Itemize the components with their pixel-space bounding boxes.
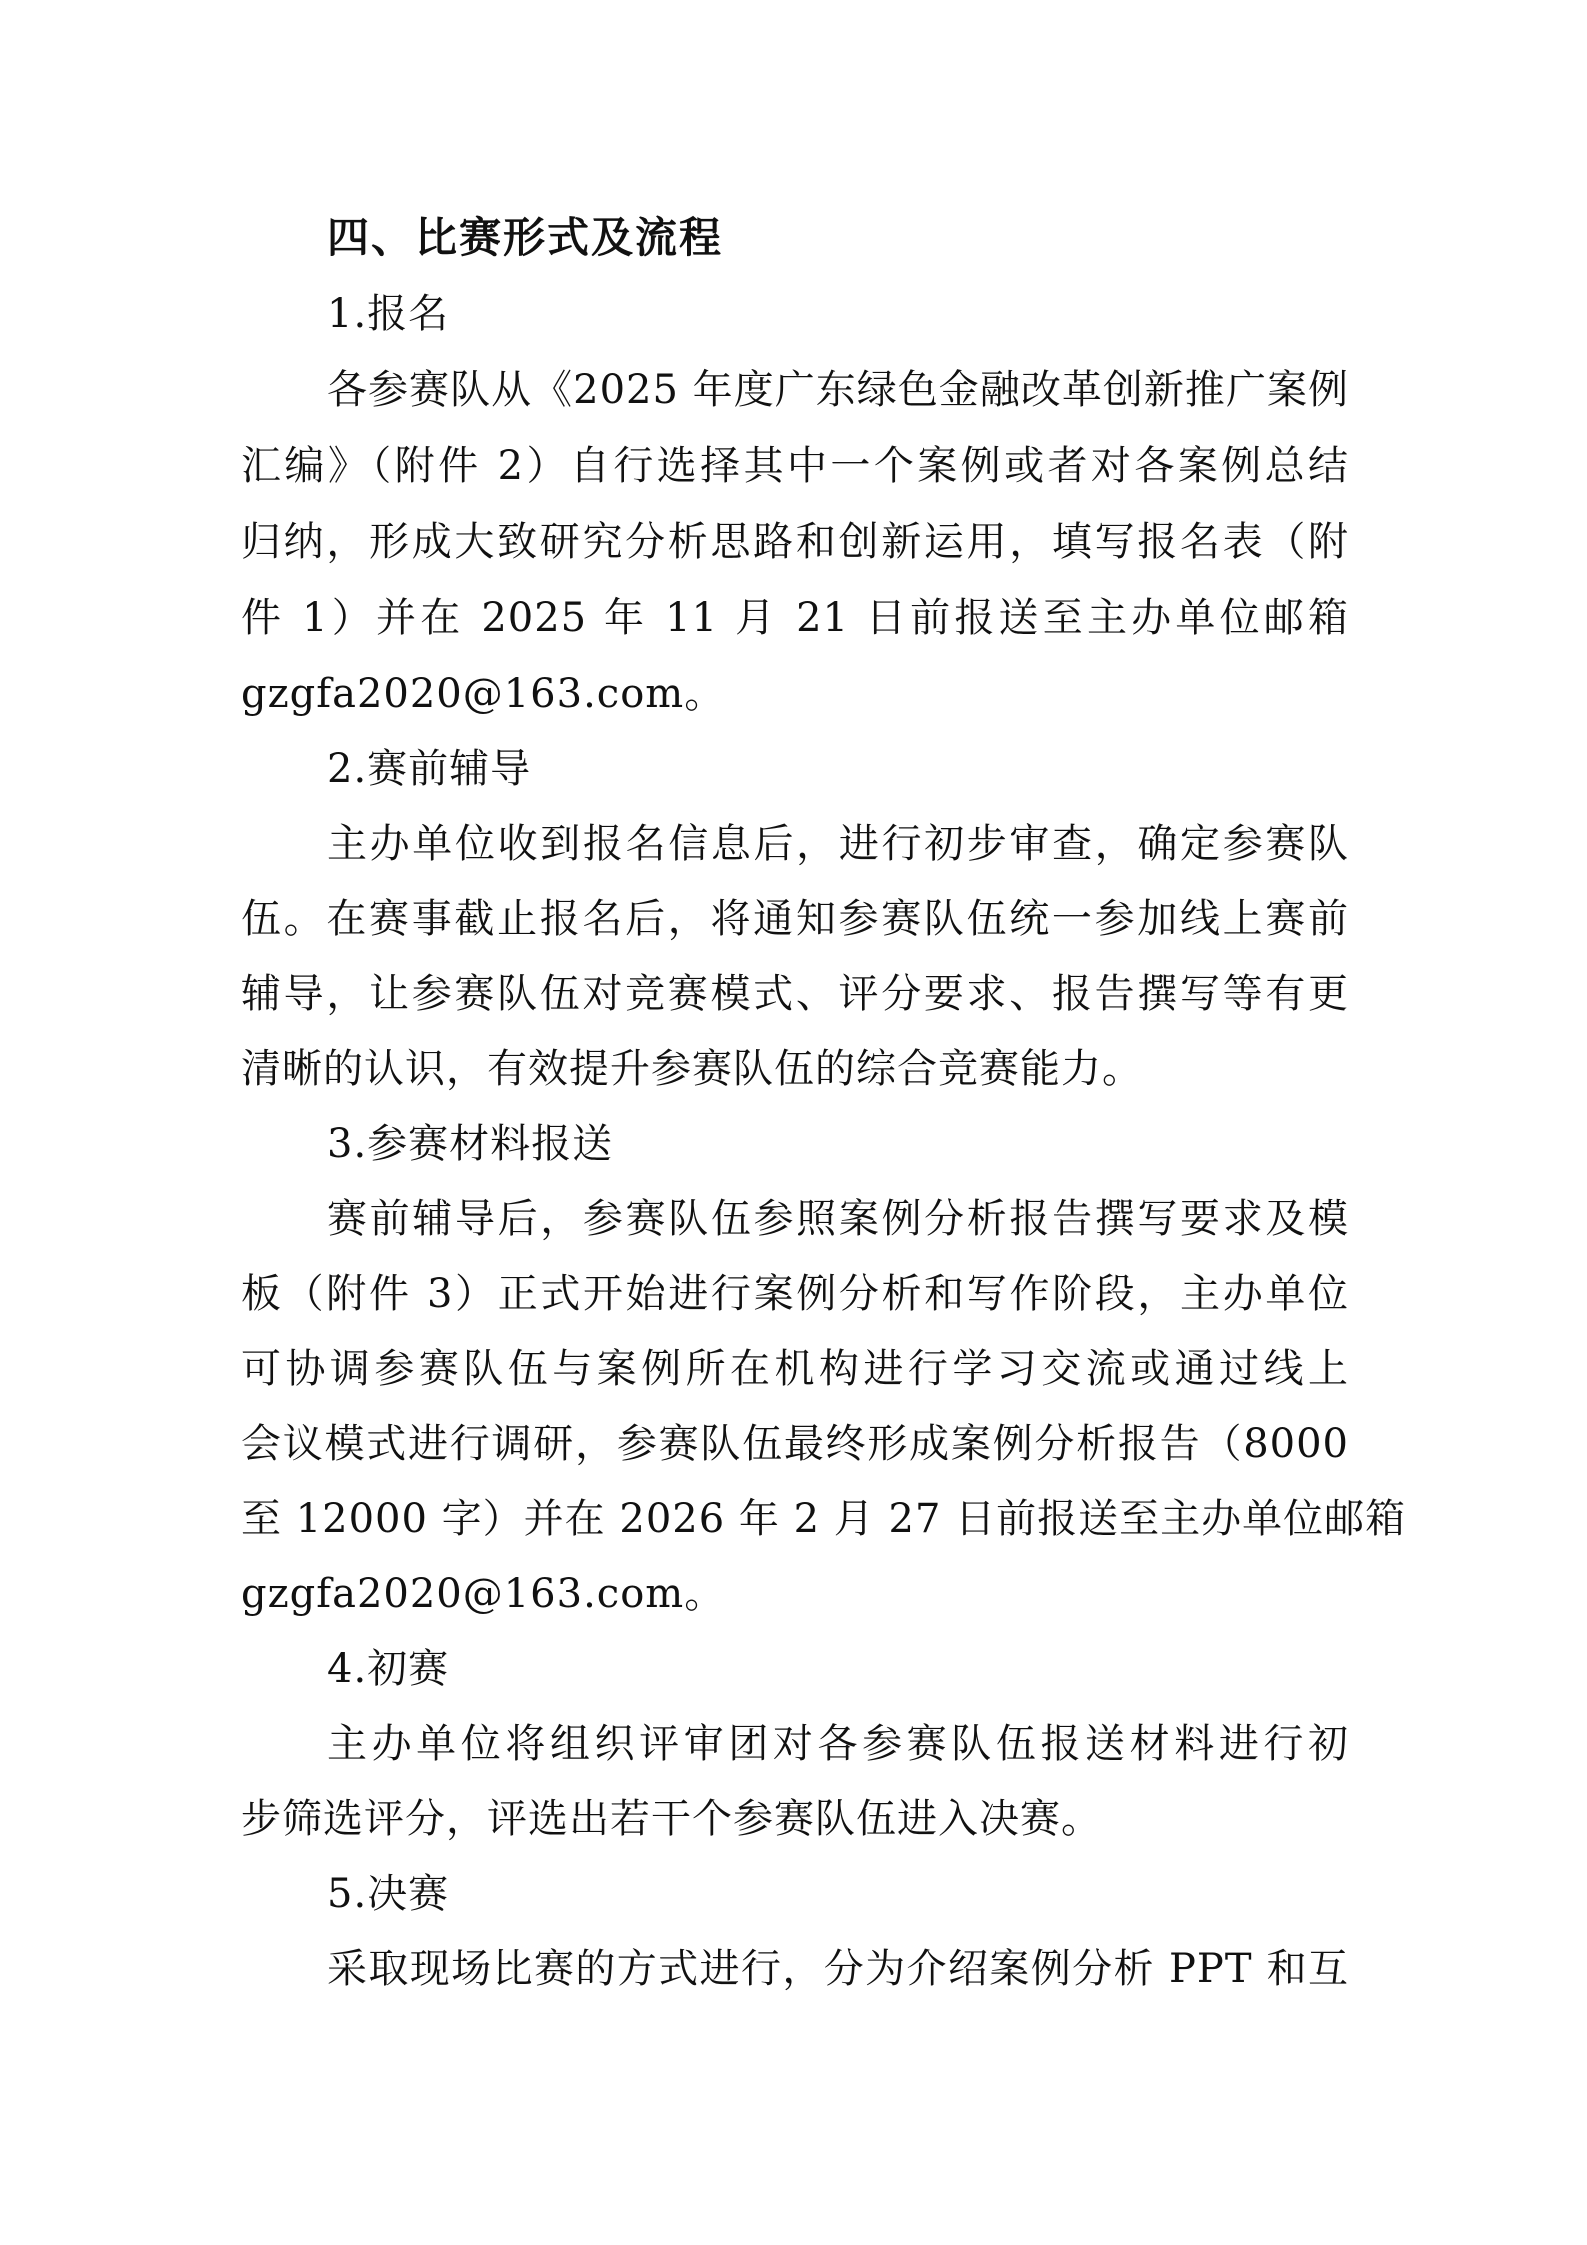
step-title-preliminary: 4.初赛 (327, 1646, 450, 1692)
paragraph-line: 赛前辅导后，参赛队伍参照案例分析报告撰写要求及模 (327, 1196, 1349, 1242)
paragraph-line: 主办单位收到报名信息后，进行初步审查，确定参赛队 (327, 821, 1349, 867)
step-title-registration: 1.报名 (327, 291, 450, 337)
paragraph-line: 汇编》（附件 2）自行选择其中一个案例或者对各案例总结 (241, 443, 1349, 489)
email-line: gzgfa2020@163.com。 (241, 1571, 726, 1617)
email-line: gzgfa2020@163.com。 (241, 671, 726, 717)
paragraph-line: 件 1）并在 2025 年 11 月 21 日前报送至主办单位邮箱 (241, 595, 1349, 641)
paragraph-line: 归纳，形成大致研究分析思路和创新运用，填写报名表（附 (241, 519, 1349, 565)
paragraph-line: 各参赛队从《2025 年度广东绿色金融改革创新推广案例 (327, 367, 1349, 413)
step-title-final: 5.决赛 (327, 1871, 450, 1917)
paragraph-line: 主办单位将组织评审团对各参赛队伍报送材料进行初 (327, 1721, 1349, 1767)
paragraph-line: 辅导，让参赛队伍对竞赛模式、评分要求、报告撰写等有更 (241, 971, 1349, 1017)
paragraph-line: 至 12000 字）并在 2026 年 2 月 27 日前报送至主办单位邮箱 (241, 1496, 1407, 1542)
paragraph-line: 会议模式进行调研，参赛队伍最终形成案例分析报告（8000 (241, 1421, 1349, 1467)
step-title-coaching: 2.赛前辅导 (327, 746, 532, 792)
paragraph-line: 步筛选评分，评选出若干个参赛队伍进入决赛。 (241, 1796, 1102, 1842)
paragraph-line: 采取现场比赛的方式进行，分为介绍案例分析 PPT 和互 (327, 1946, 1349, 1992)
step-title-submission: 3.参赛材料报送 (327, 1121, 614, 1167)
paragraph-line: 伍。在赛事截止报名后，将通知参赛队伍统一参加线上赛前 (241, 896, 1349, 942)
paragraph-line: 可协调参赛队伍与案例所在机构进行学习交流或通过线上 (241, 1346, 1349, 1392)
paragraph-line: 板（附件 3）正式开始进行案例分析和写作阶段，主办单位 (241, 1271, 1349, 1317)
section-heading: 四、比赛形式及流程 (327, 213, 724, 262)
paragraph-line: 清晰的认识，有效提升参赛队伍的综合竞赛能力。 (241, 1046, 1143, 1092)
